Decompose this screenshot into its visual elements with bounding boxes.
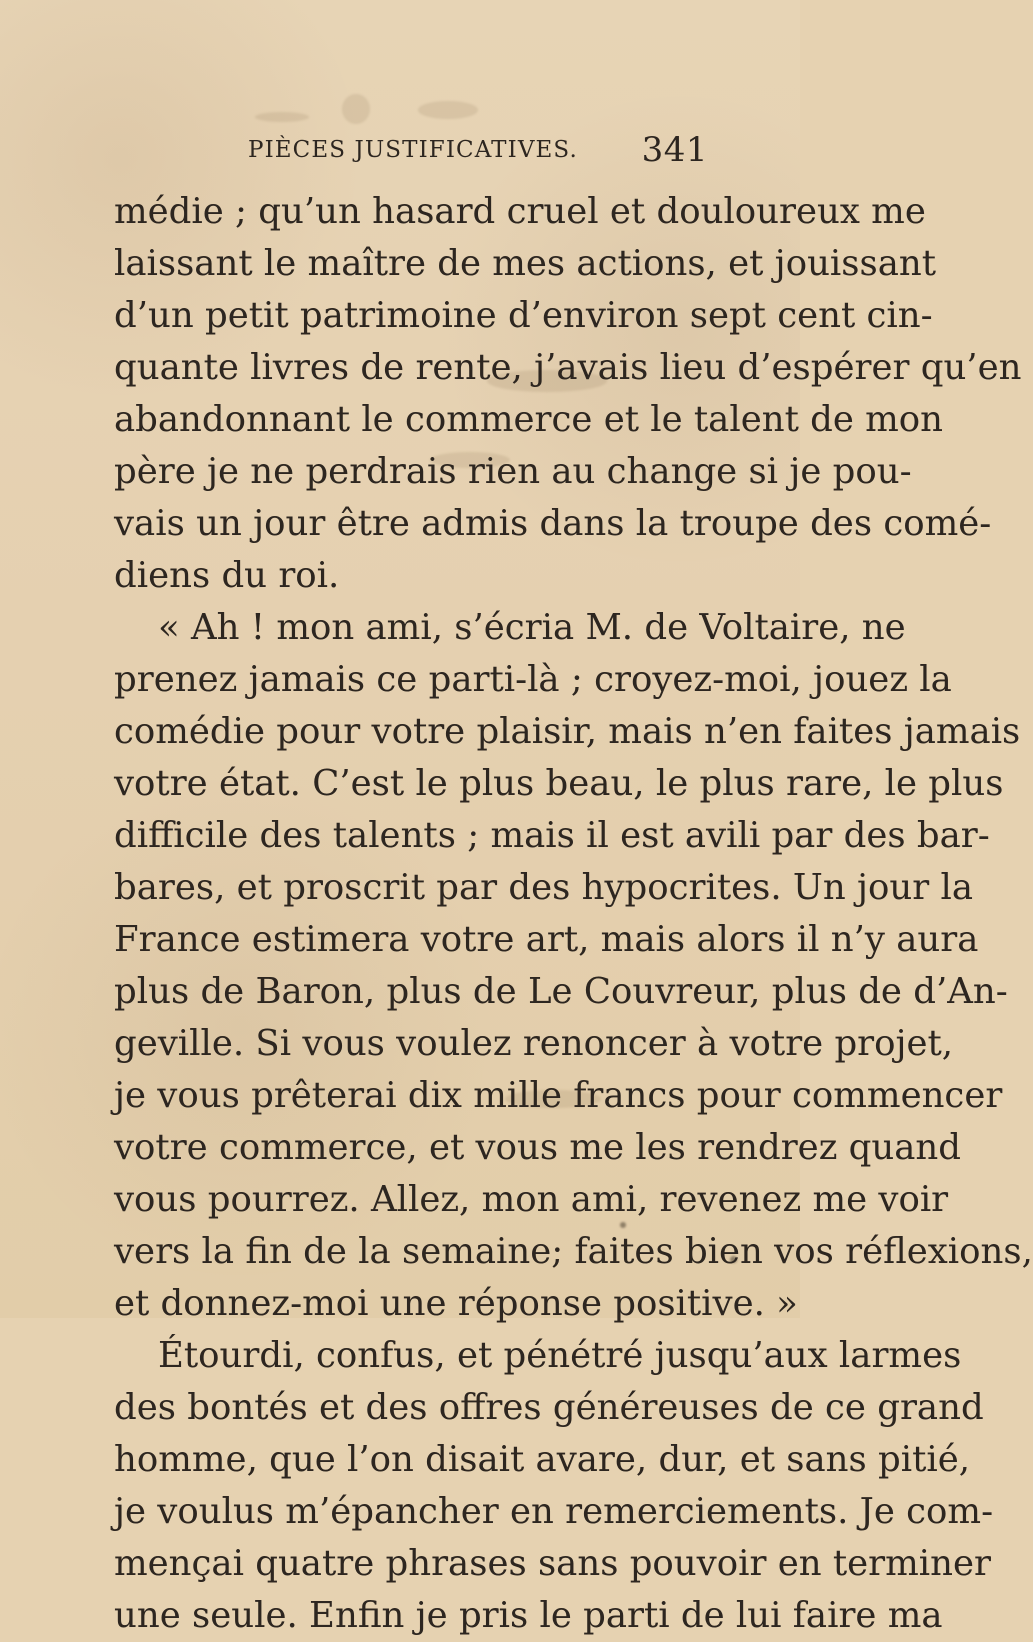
paper-stain [255,112,309,122]
paper-stain [418,101,478,119]
text-line: votre commerce, et vous me les rendrez quand [114,1127,962,1168]
text-line: France estimera votre art, mais alors il n’y aura [114,919,979,960]
text-line: Étourdi, confus, et pénétré jusqu’aux larmes [158,1335,962,1376]
text-line: je voulus m’épancher en remerciements. Je com- [114,1491,994,1532]
text-line: vous pourrez. Allez, mon ami, revenez me voir [114,1179,949,1220]
text-line: mençai quatre phrases sans pouvoir en terminer [114,1543,991,1584]
text-line: une seule. Enfin je pris le parti de lui faire ma [114,1595,943,1636]
text-line: père je ne perdrais rien au change si je pou- [114,451,912,492]
text-line: votre état. C’est le plus beau, le plus rare, le plus [114,763,1004,804]
body-text [114,186,1033,1642]
text-line: des bontés et des offres généreuses de ce grand [114,1387,984,1428]
paper-stain [342,94,370,124]
text-line: quante livres de rente, j’avais lieu d’espérer qu’en [114,347,1022,388]
text-line: abandonnant le commerce et le talent de mon [114,399,944,440]
page-number: 341 [641,130,708,170]
text-line: difficile des talents ; mais il est avili par des bar- [114,815,990,856]
text-line: diens du roi. [114,555,340,596]
text-line: bares, et proscrit par des hypocrites. Un jour la [114,867,974,908]
text-line: homme, que l’on disait avare, dur, et sans pitié, [114,1439,971,1480]
page-header [248,128,708,172]
text-line: geville. Si vous voulez renoncer à votre projet, [114,1023,954,1064]
text-line: vers la fin de la semaine; faites bien vos réflexions, [114,1231,1033,1272]
text-line: prenez jamais ce parti-là ; croyez-moi, jouez la [114,659,952,700]
text-line: laissant le maître de mes actions, et jouissant [114,243,937,284]
text-line: médie ; qu’un hasard cruel et douloureux me [114,191,926,232]
text-line: plus de Baron, plus de Le Couvreur, plus de d’An- [114,971,1008,1012]
text-line: et donnez-moi une réponse positive. » [114,1283,798,1324]
text-line: vais un jour être admis dans la troupe des comé- [114,503,992,544]
running-title: PIÈCES JUSTIFICATIVES. [248,137,578,163]
text-line: « Ah ! mon ami, s’écria M. de Voltaire, ne [158,607,906,648]
text-line: comédie pour votre plaisir, mais n’en faites jamais [114,711,1021,752]
text-line: je vous prêterai dix mille francs pour commencer [114,1075,1003,1116]
text-line: d’un petit patrimoine d’environ sept cent cin- [114,295,933,336]
